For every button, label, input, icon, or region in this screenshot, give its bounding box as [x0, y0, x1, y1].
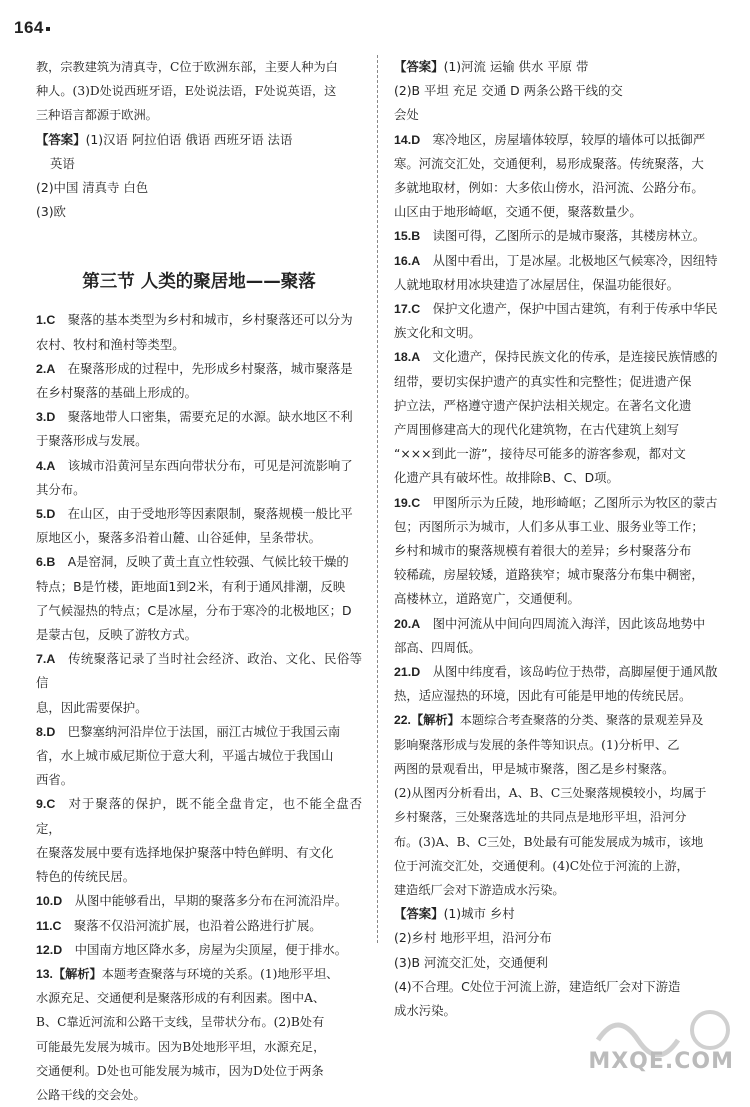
answer-item [394, 491, 718, 612]
item-line: 化遗产具有破坏性。故排除B、C、D项。 [394, 470, 619, 486]
item-line: 寒。河流交汇处，交通便利，易形成聚落。传统聚落，大 [394, 155, 704, 171]
item-number: 11.C [36, 918, 62, 933]
item-line: “×××到此一游”，接待尽可能多的游客参观，都对文 [394, 446, 686, 462]
answer-item [36, 720, 362, 793]
item-number: 14.D [394, 132, 421, 147]
item-number: 18.A [394, 350, 421, 365]
item-line: 西省。 [36, 772, 74, 788]
item-line: 较稀疏，房屋较矮，道路狭窄；城市聚落分布集中稠密， [394, 567, 704, 583]
item-line: 乡村和城市的聚落规模有着很大的差异；乡村聚落分布 [394, 543, 692, 559]
spacer [55, 796, 67, 811]
item-13 [36, 962, 362, 1107]
item-line: 对于聚落的保护，既不能全盘肯定，也不能全盘否定， [36, 796, 362, 836]
item-number: 19.C [394, 495, 421, 510]
intro-line: 三种语言都源于欧洲。 [36, 108, 158, 123]
item-line: 特点；B是竹楼，距地面1到2米，有利于通风排潮，反映 [36, 578, 346, 594]
answer-item [36, 308, 362, 356]
answer-line: (3)B 河流交汇处，交通便利 [394, 954, 548, 970]
item-number: 21.D [394, 665, 421, 680]
analysis-line: 交通便利。D处也可能发展为城市，因为D处位于两条 [36, 1063, 324, 1078]
item-line: 聚落的基本类型为乡村和城市，乡村聚落还可以分为 [67, 312, 353, 328]
item-line: 从图中看出，丁是冰屋。北极地区气候寒冷，因纽特 [432, 252, 718, 268]
spacer [55, 312, 67, 327]
item-number: 3.D [36, 410, 56, 425]
watermark-text: MXQE.COM [588, 1049, 734, 1074]
answer-block [36, 128, 362, 152]
item-number: 15.B [394, 229, 421, 244]
item-line: 在乡村聚落的基础上形成的。 [36, 385, 198, 401]
intro-line: 教，宗教建筑为清真寺，C位于欧洲东部，主要人种为白 [36, 60, 338, 74]
analysis-line: 乡村聚落，三处聚落选址的共同点是地形平坦，沿河分 [394, 810, 687, 825]
item-line: 山区由于地形崎岖，交通不便，聚落数量少。 [394, 204, 642, 220]
item-line: 在山区，由于受地形等因素限制，聚落规模一般比平 [67, 506, 353, 522]
item-line: 族文化和文明。 [394, 325, 481, 341]
item-line: 文化遗产，保持民族文化的传承，是连接民族情感的 [432, 349, 718, 365]
answer-item [36, 938, 362, 962]
item-line: 特色的传统民居。 [36, 869, 136, 885]
item-number: 5.D [36, 507, 56, 522]
spacer [55, 554, 67, 569]
answer-line: (3)欧 [36, 204, 66, 220]
item-line: 传统聚落记录了当时社会经济、政治、文化、民俗等信 [36, 651, 362, 691]
analysis-line: 布。(3)A、B、C三处，B处最有可能发展成为城市，该地 [394, 834, 704, 849]
item-line: 人就地取材用冰块建造了冰屋居住，保温功能很好。 [394, 276, 679, 292]
spacer [55, 361, 67, 376]
analysis-line: 位于河流交汇处，交通便利。(4)C处位于河流的上游， [394, 858, 689, 873]
answer-block [394, 902, 718, 926]
spacer [420, 616, 432, 631]
item-line: 农村、牧村和渔村等类型。 [36, 336, 185, 352]
answer-item [36, 550, 362, 647]
item-line: 在聚落形成的过程中，先形成乡村聚落，城市聚落是 [67, 360, 353, 376]
analysis-line: B、C靠近河流和公路干支线，呈带状分布。(2)B处有 [36, 1015, 325, 1030]
answer-item [394, 128, 718, 225]
answer-line: (4)不合理。C处位于河流上游，建造纸厂会对下游造 [394, 978, 681, 994]
item-line: 包；丙图所示为城市，人们多从事工业、服务业等工作； [394, 518, 704, 534]
analysis-line: 水源充足、交通便利是聚落形成的有利因素。图中A、 [36, 991, 326, 1006]
answer-label: 【答案】 [36, 131, 86, 147]
answer-item [36, 454, 362, 502]
page-mark-icon [46, 27, 50, 31]
item-number: 20.A [394, 616, 421, 631]
item-line: 从图中纬度看，该岛屿位于热带，高脚屋便于通风散 [432, 664, 718, 680]
item-line: 护立法，严格遵守遗产保护法相关规定。在著名文化遗 [394, 397, 692, 413]
item-line: 在聚落发展中要有选择地保护聚落中特色鲜明、有文化 [36, 844, 334, 860]
item-number: 6.B [36, 555, 56, 570]
item-line: 保护文化遗产，保护中国古建筑，有利于传承中华民 [432, 301, 718, 317]
item-22 [394, 708, 718, 902]
item-line: 省，水上城市威尼斯位于意大利，平遥古城位于我国山 [36, 748, 334, 764]
item-line: 聚落不仅沿河流扩展，也沿着公路进行扩展。 [73, 917, 322, 933]
answer-line: (2)乡村 地形平坦，沿河分布 [394, 930, 552, 946]
item-number: 1.C [36, 313, 56, 328]
item-line: 热，适应湿热的环境，因此有可能是甲地的传统民居。 [394, 688, 692, 704]
item-line: 多就地取材，例如：大多依山傍水，沿河流、公路分布。 [394, 180, 704, 196]
answer-item [394, 249, 718, 297]
item-number: 9.C [36, 797, 56, 812]
item-line: 甲图所示为丘陵，地形崎岖；乙图所示为牧区的蒙古 [432, 494, 718, 510]
answer-item [394, 297, 718, 345]
spacer [55, 724, 67, 739]
answer-label: 【答案】 [394, 59, 444, 74]
answer-item [36, 357, 362, 405]
analysis-line: 影响聚落形成与发展的条件等知识点。(1)分析甲、乙 [394, 737, 680, 752]
answer-line: 会处 [394, 107, 419, 123]
analysis-label: 【解析】 [410, 713, 460, 728]
item-line: 巴黎塞纳河沿岸位于法国，丽江古城位于我国云南 [67, 723, 341, 739]
answer-item [36, 889, 362, 913]
intro-text [36, 55, 362, 128]
spacer [420, 664, 432, 679]
item-line: 读图可得，乙图所示的是城市聚落，其楼房林立。 [432, 228, 706, 244]
answer-line: (1)汉语 阿拉伯语 俄语 西班牙语 法语 [85, 131, 293, 147]
item-number: 16.A [394, 253, 421, 268]
left-item-list [36, 308, 362, 961]
answer-item [36, 914, 362, 938]
item-line: 部高、四周低。 [394, 639, 481, 655]
answer-line: (2)B 平坦 充足 交通 D 两条公路干线的交 [394, 83, 623, 99]
answer-item [394, 612, 718, 660]
spacer [62, 918, 74, 933]
item-number: 13. [36, 966, 53, 981]
item-line: 高楼林立，道路宽广，交通便利。 [394, 591, 580, 607]
spacer [420, 495, 432, 510]
spacer [55, 458, 67, 473]
column-divider [377, 55, 378, 943]
answer-block [394, 55, 718, 79]
item-number: 2.A [36, 361, 56, 376]
spacer [55, 651, 67, 666]
item-line: 是蒙古包，反映了游牧方式。 [36, 627, 198, 643]
item-line: 了气候湿热的特点；C是冰屋，分布于寒冷的北极地区；D [36, 602, 352, 618]
left-column [36, 55, 362, 1107]
answer-line: (2)中国 清真寺 白色 [36, 180, 149, 196]
spacer [420, 349, 432, 364]
item-number: 4.A [36, 458, 56, 473]
answer-label: 【答案】 [394, 906, 444, 922]
item-number: 10.D [36, 894, 63, 909]
item-number: 7.A [36, 652, 56, 667]
analysis-line: 公路干线的交会处。 [36, 1087, 146, 1102]
answer-line: (1)河流 运输 供水 平原 带 [443, 59, 589, 74]
spacer [420, 132, 432, 147]
spacer [55, 409, 67, 424]
item-line: 该城市沿黄河呈东西向带状分布，可见是河流影响了 [67, 457, 353, 473]
item-line: 中国南方地区降水多，房屋为尖顶屋，便于排水。 [74, 941, 348, 957]
analysis-line: 可能最先发展为城市。因为B处地形平坦，水源充足， [36, 1039, 326, 1054]
answer-item [394, 660, 718, 708]
page-number: 164 [14, 18, 50, 38]
item-line: A是窑洞，反映了黄土直立性较强、气候比较干燥的 [67, 554, 349, 570]
answer-line: 成水污染。 [394, 1002, 456, 1018]
analysis-line: (2)从图丙分析看出，A、B、C三处聚落规模较小，均属于 [394, 786, 707, 801]
right-item-list [394, 128, 718, 709]
item-number: 22. [394, 713, 411, 728]
analysis-line: 本题综合考查聚落的分类、聚落的景观差异及 [459, 713, 704, 728]
spacer [62, 893, 74, 908]
analysis-line: 两图的景观看出，甲是城市聚落，图乙是乡村聚落。 [394, 761, 675, 776]
item-line: 于聚落形成与发展。 [36, 433, 148, 449]
item-line: 聚落地带人口密集，需要充足的水源。缺水地区不利 [67, 409, 353, 425]
right-column [394, 55, 718, 1023]
item-line: 息，因此需要保护。 [36, 699, 148, 715]
spacer [420, 253, 432, 268]
answer-item [36, 502, 362, 550]
analysis-line: 建造纸厂会对下游造成水污染。 [394, 882, 565, 897]
answer-item [36, 792, 362, 889]
item-line: 寒冷地区，房屋墙体较厚，较厚的墙体可以抵御严 [432, 131, 706, 147]
item-number: 17.C [394, 302, 421, 317]
item-line: 其分布。 [36, 481, 86, 497]
spacer [420, 301, 432, 316]
answer-item [394, 224, 718, 248]
item-line: 原地区小，聚落多沿着山麓、山谷延伸，呈条带状。 [36, 530, 321, 546]
item-line: 从图中能够看出，早期的聚落多分布在河流沿岸。 [74, 893, 348, 909]
item-line: 纽带，要切实保护遗产的真实性和完整性；促进遗产保 [394, 373, 692, 389]
intro-line: 种人。(3)D处说西班牙语，E处说法语，F处说英语，这 [36, 84, 337, 99]
item-line: 图中河流从中间向四周流入海洋，因此该岛地势中 [432, 615, 706, 631]
item-number: 12.D [36, 942, 63, 957]
item-number: 8.D [36, 724, 56, 739]
spacer [55, 506, 67, 521]
item-line: 产周围修建高大的现代化建筑物，在古代建筑上刻写 [394, 422, 679, 438]
analysis-label: 【解析】 [52, 966, 102, 981]
analysis-line: 本题考查聚落与环境的关系。(1)地形平坦、 [101, 966, 339, 981]
spacer [62, 942, 74, 957]
answer-item [36, 405, 362, 453]
answer-item [394, 345, 718, 490]
answer-item [36, 647, 362, 720]
answer-line: 英语 [50, 155, 75, 171]
answer-line: (1)城市 乡村 [443, 906, 515, 922]
section-title: 第三节 人类的聚居地——聚落 [82, 272, 316, 293]
spacer [420, 228, 432, 243]
